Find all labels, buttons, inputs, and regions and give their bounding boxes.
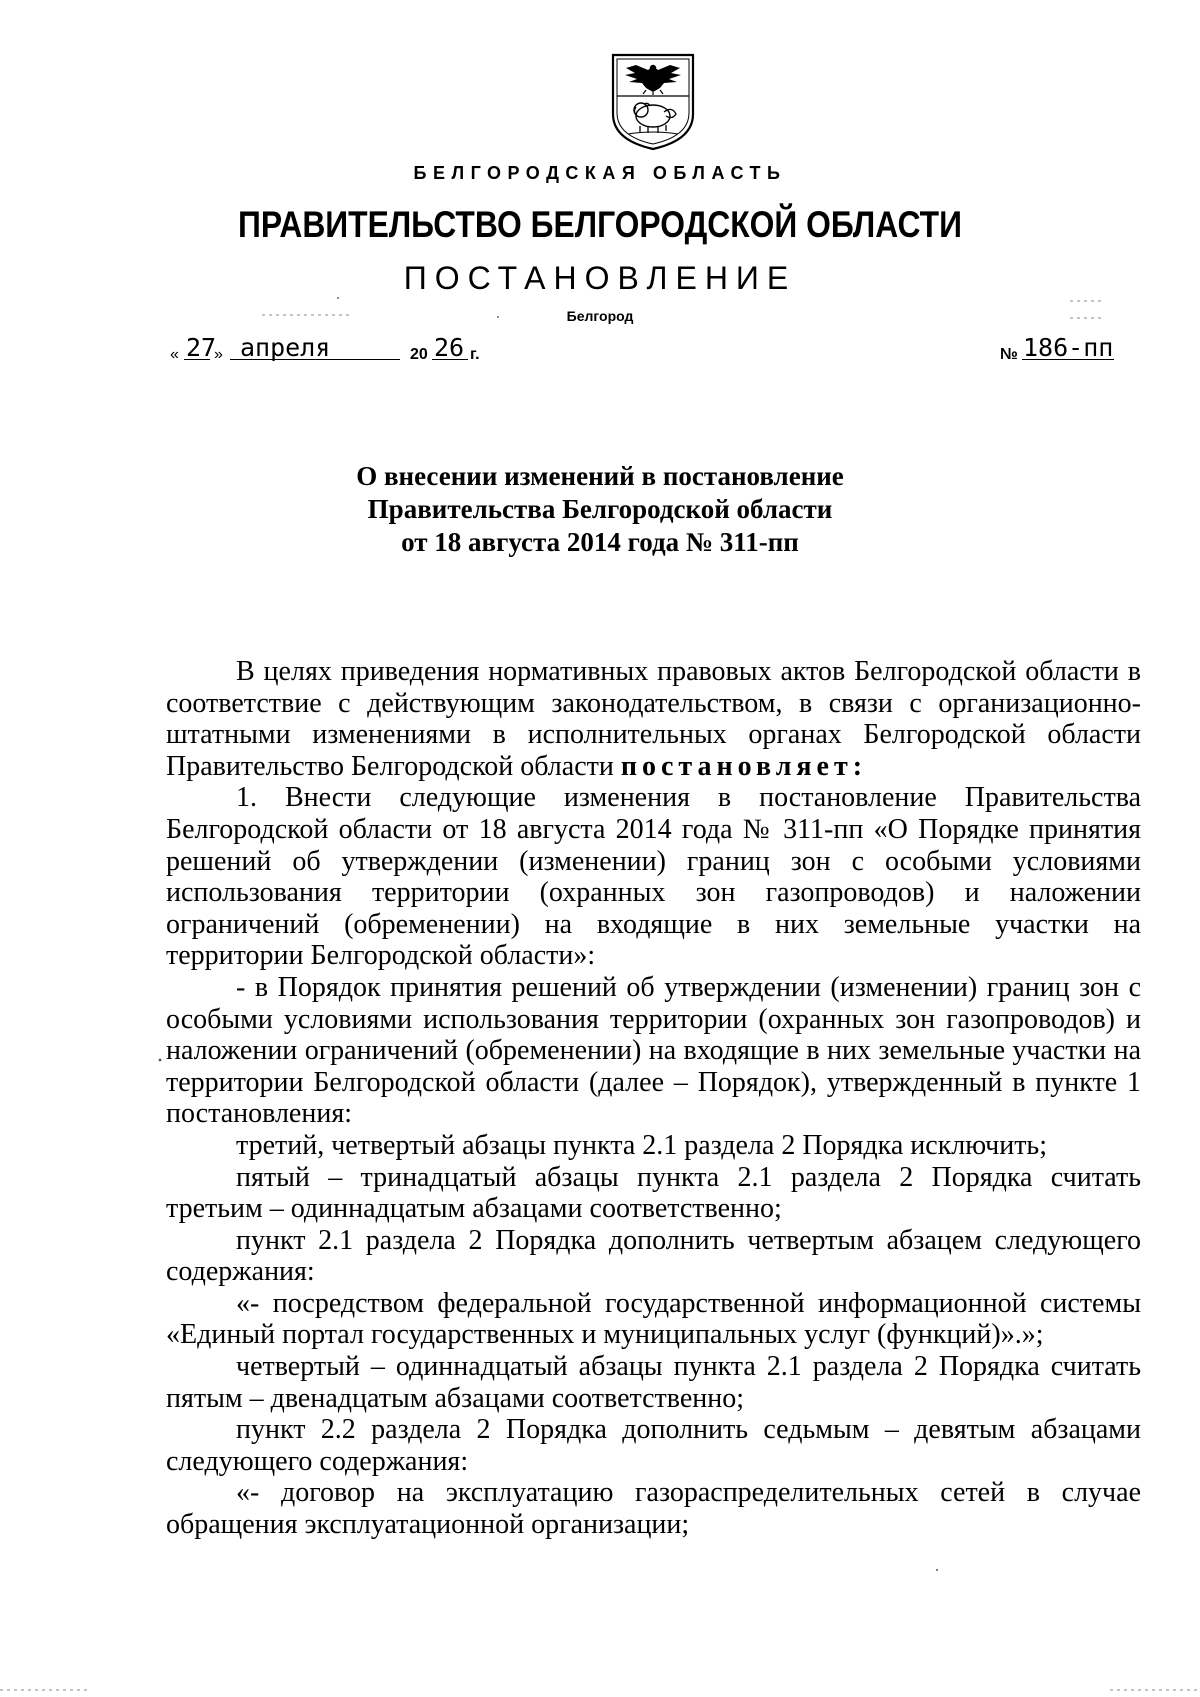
paragraph-add-7th: пункт 2.2 раздела 2 Порядка дополнить седьмым – девятым абзацами следующего содержания: (166, 1414, 1141, 1477)
date-year-prefix: 20 (410, 346, 428, 363)
preamble-text: В целях приведения нормативных правовых актов Белгородской области в соответствие с действующим законодательством, в связи с организационно-штатными изменениями в исполнительных органах Белгородской области Правительство Белгородской области (166, 656, 1141, 782)
date-month: апреля (240, 333, 331, 362)
date-day: 27 (186, 333, 217, 362)
title-line-3: от 18 августа 2014 года № 311-пп (401, 527, 799, 557)
paragraph-quote-2: «- договор на эксплуатацию газораспределительных сетей в случае обращения эксплуатационной организации; (166, 1477, 1141, 1541)
paragraph-amendment-intro: - в Порядок принятия решений об утверждении (изменении) границ зон с особыми условиями использования территории (охранных зон газопроводов) и наложении ограничений (обременении) на входящие в них земельные участки на территории Белгородской области (далее – Порядок), утвержденный в пункте 1 постановления: (166, 971, 1141, 1130)
date-quote-open: « (170, 346, 179, 363)
paragraph-renumber-1: пятый – тринадцатый абзацы пункта 2.1 раздела 2 Порядка считать третьим – одиннадцатым абзацами соответственно; (166, 1161, 1141, 1225)
document-type: ПОСТАНОВЛЕНИЕ (403, 260, 797, 296)
paragraph-renumber-2: четвертый – одиннадцатый абзацы пункта 2.1 раздела 2 Порядка считать пятым – двенадцатым абзацами соответственно; (166, 1351, 1141, 1414)
paragraph-item-1: 1. Внести следующие изменения в постановление Правительства Белгородской области от 18 августа 2014 года № 311-пп «О Порядке принятия решений об утверждении (изменении) границ зон с особыми условиями использования территории (охранных зон газопроводов) и наложении ограничений (обременении) на входящие в них земельные участки на территории Белгородской области»: (166, 782, 1141, 972)
title-line-2: Правительства Белгородской области (367, 494, 833, 524)
number-value: 186-пп (1023, 333, 1114, 362)
date-year-mark: г. (470, 346, 480, 363)
paragraph-exclude: третий, четвертый абзацы пункта 2.1 раздела 2 Порядка исключить; (236, 1129, 1047, 1161)
date-year-suffix: 26 (434, 333, 465, 362)
paragraph-quote-1: «- посредством федеральной государственной информационной системы «Единый портал государственных и муниципальных услуг (функций)».»; (166, 1287, 1141, 1351)
preamble-emphasis: постановляет: (620, 750, 868, 782)
paragraph-add-4th: пункт 2.1 раздела 2 Порядка дополнить четвертым абзацем следующего содержания: (166, 1224, 1141, 1288)
government-name: ПРАВИТЕЛЬСТВО БЕЛГОРОДСКОЙ ОБЛАСТИ (238, 204, 962, 245)
region-name: БЕЛГОРОДСКАЯ ОБЛАСТЬ (413, 163, 787, 183)
title-line-1: О внесении изменений в постановление (356, 461, 844, 491)
number-label: № (1000, 346, 1018, 363)
date-quote-close: » (214, 346, 223, 363)
city-name: Белгород (566, 308, 634, 324)
